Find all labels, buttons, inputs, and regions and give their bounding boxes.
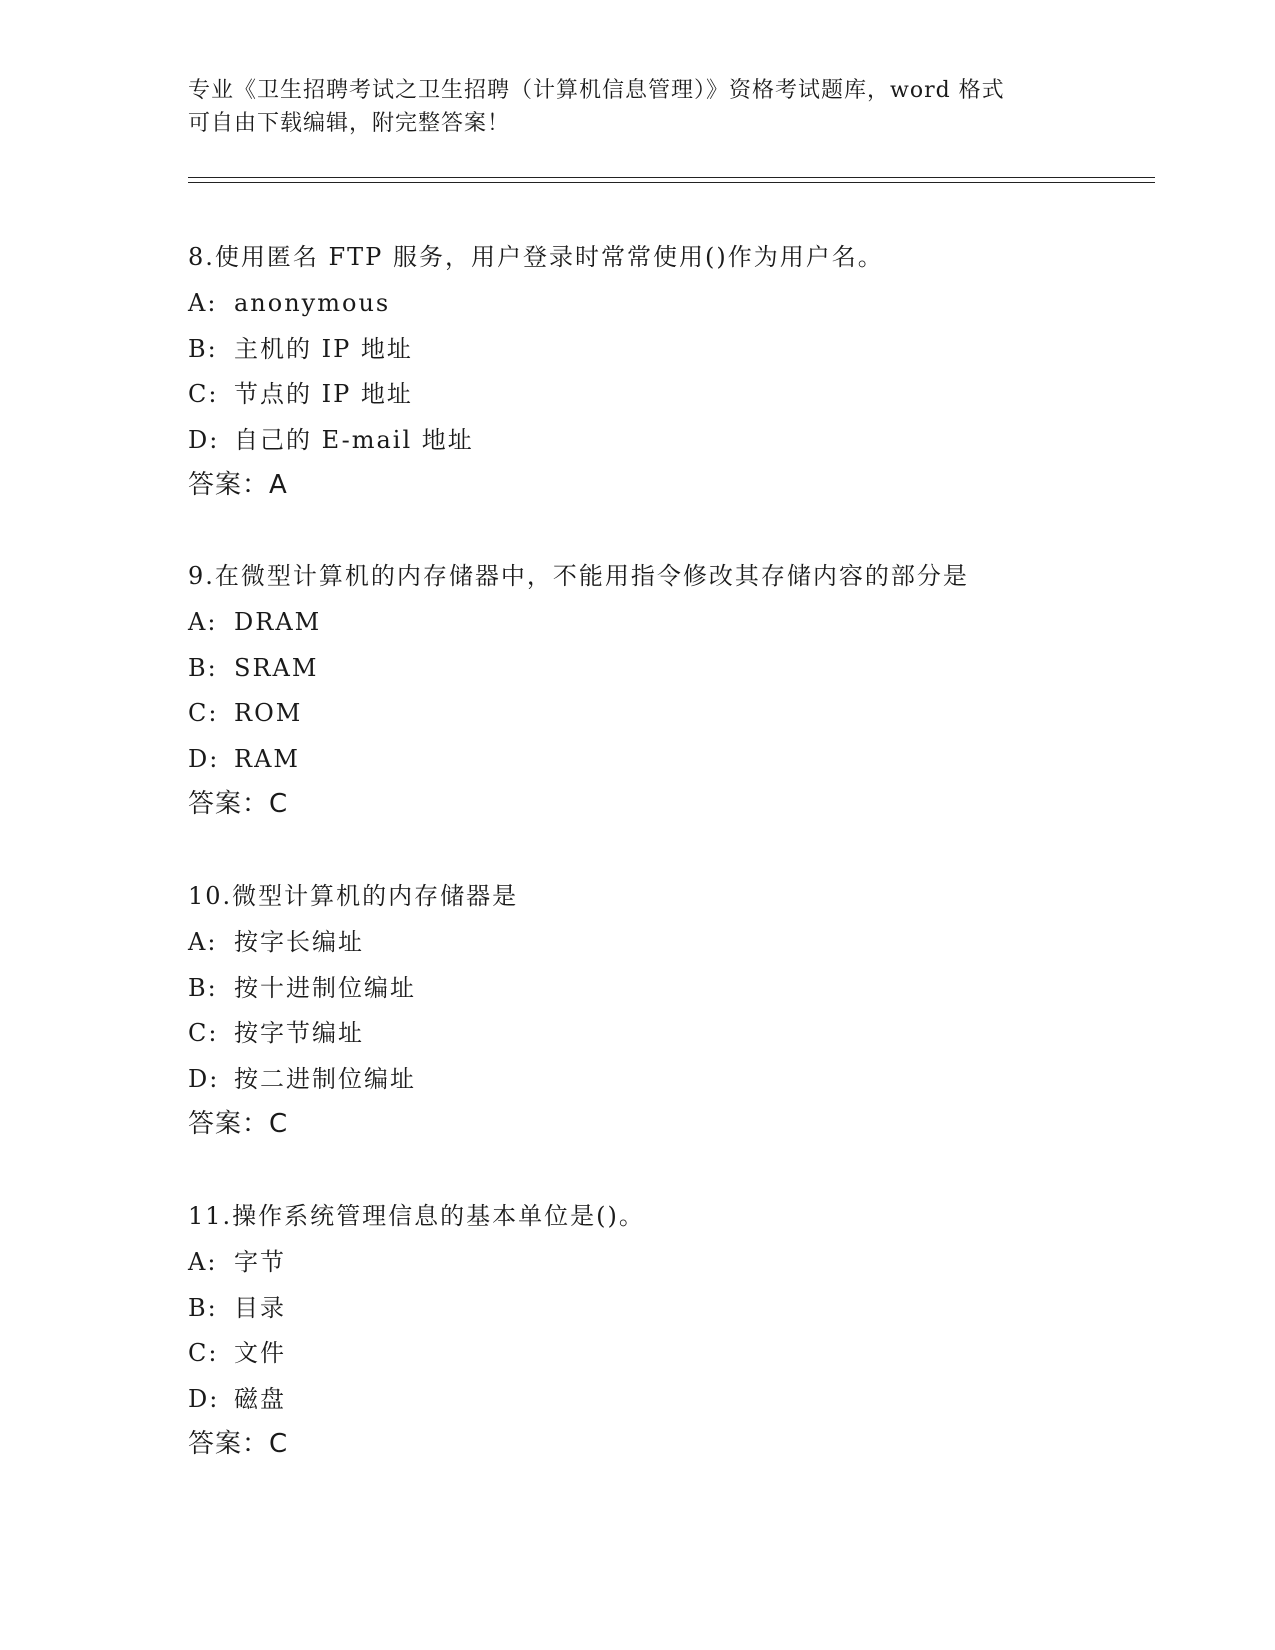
option-d — [188, 1384, 1088, 1430]
option-b — [188, 973, 1088, 1019]
option-letter: B: — [188, 1293, 218, 1322]
header-line-2: 可自由下载编辑，附完整答案！ — [188, 111, 511, 136]
option-text: DRAM — [234, 608, 322, 636]
option-text: 目录 — [234, 1293, 286, 1322]
option-text: 按字节编址 — [234, 1019, 364, 1047]
option-text: RAM — [234, 744, 300, 773]
option-letter: B: — [188, 653, 218, 682]
option-letter: A: — [188, 928, 218, 956]
option-text: 字节 — [234, 1248, 286, 1276]
option-text: anonymous — [234, 289, 391, 317]
header-line-1: 专业《卫生招聘考试之卫生招聘（计算机信息管理）》资格考试题库，word 格式 — [188, 78, 1005, 103]
question-8 — [188, 242, 1088, 516]
option-a — [188, 607, 1088, 653]
option-a — [188, 1247, 1088, 1293]
option-d — [188, 1064, 1088, 1110]
question-9 — [188, 561, 1088, 835]
option-letter: D: — [188, 744, 220, 773]
option-c — [188, 1338, 1088, 1384]
option-letter: D: — [188, 1384, 220, 1413]
option-b — [188, 653, 1088, 699]
option-letter: C: — [188, 1019, 219, 1047]
option-text: SRAM — [234, 653, 319, 682]
option-text: 文件 — [234, 1339, 286, 1367]
option-letter: A: — [188, 289, 218, 317]
option-a — [188, 927, 1088, 973]
answer-line: 答案：C — [188, 789, 289, 819]
question-stem: 10.微型计算机的内存储器是 — [188, 882, 519, 910]
question-11 — [188, 1201, 1088, 1475]
option-letter: C: — [188, 380, 219, 408]
option-c — [188, 698, 1088, 744]
option-text: 按二进制位编址 — [234, 1064, 416, 1093]
option-text: 自己的 E-mail 地址 — [234, 425, 474, 454]
option-a — [188, 288, 1088, 334]
header-divider-bottom — [188, 182, 1155, 183]
option-letter: D: — [188, 425, 220, 454]
option-b — [188, 1293, 1088, 1339]
option-text: 磁盘 — [234, 1384, 286, 1413]
option-letter: A: — [188, 608, 218, 636]
option-text: 按字长编址 — [234, 928, 364, 956]
option-text: 主机的 IP 地址 — [234, 334, 413, 363]
answer-line: 答案：A — [188, 470, 288, 500]
option-c — [188, 1018, 1088, 1064]
option-c — [188, 379, 1088, 425]
option-letter: B: — [188, 334, 218, 363]
answer-line: 答案：C — [188, 1109, 289, 1139]
question-10 — [188, 881, 1088, 1155]
option-text: 按十进制位编址 — [234, 973, 416, 1002]
option-text: 节点的 IP 地址 — [234, 380, 413, 408]
question-stem: 11.操作系统管理信息的基本单位是()。 — [188, 1202, 645, 1230]
option-text: ROM — [234, 699, 303, 727]
option-letter: B: — [188, 973, 218, 1002]
question-stem: 8.使用匿名 FTP 服务，用户登录时常常使用()作为用户名。 — [188, 243, 884, 271]
option-b — [188, 334, 1088, 380]
option-d — [188, 425, 1088, 471]
option-letter: C: — [188, 699, 219, 727]
option-letter: C: — [188, 1339, 219, 1367]
option-d — [188, 744, 1088, 790]
question-stem: 9.在微型计算机的内存储器中，不能用指令修改其存储内容的部分是 — [188, 562, 969, 590]
header-divider-top — [188, 177, 1155, 178]
option-letter: A: — [188, 1248, 218, 1276]
option-letter: D: — [188, 1064, 220, 1093]
answer-line: 答案：C — [188, 1429, 289, 1459]
document-header — [188, 74, 1088, 140]
